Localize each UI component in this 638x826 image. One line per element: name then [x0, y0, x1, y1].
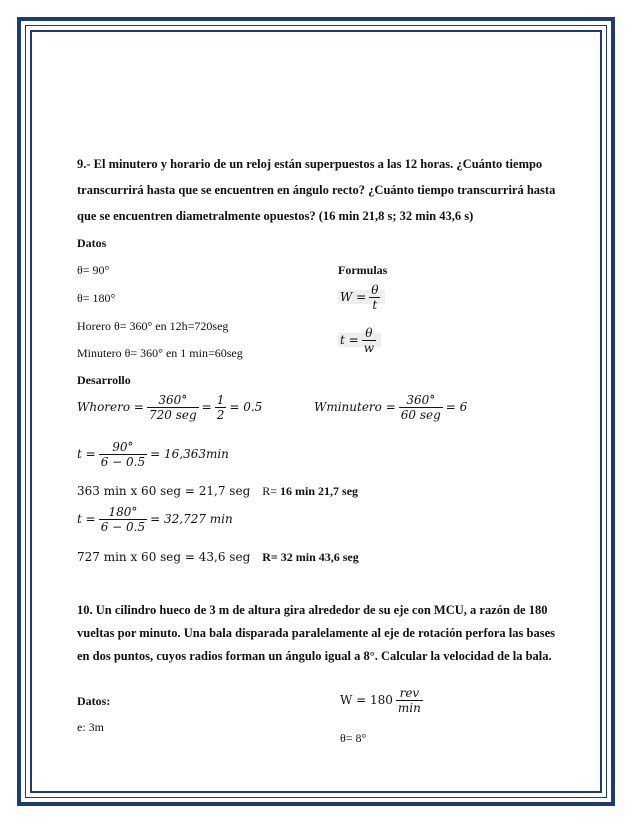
- formula-t: [338, 326, 381, 355]
- answer-1-value: 16 min 21,7 seg: [280, 484, 359, 498]
- t2-denominator: 6 − 0.5: [100, 520, 146, 534]
- formula-t-denominator: w: [363, 341, 374, 355]
- t2-result: = 32,727 min: [150, 512, 233, 526]
- whorero-half-numerator: 1: [216, 393, 225, 407]
- conversion-1: [77, 484, 358, 499]
- datos-2-angular-velocity: [340, 686, 426, 715]
- wminutero-denominator: 60 seg: [400, 408, 441, 422]
- problem-9-line-1: 9.- El minutero y horario de un reloj están superpuestos a las 12 horas. ¿Cuánto tiempo: [77, 157, 543, 171]
- formula-w-lhs: W =: [340, 290, 367, 304]
- whorero-numerator: 360°: [147, 393, 199, 408]
- problem-10-line-3: en dos puntos, cuyos radios forman un ángulo igual a 8°. Calcular la velocidad de la bala.: [77, 649, 552, 663]
- t2-numerator: 180°: [99, 505, 147, 520]
- answer-2: R= 32 min 43,6 seg: [262, 550, 359, 564]
- formula-w-numerator: θ: [371, 283, 379, 297]
- whorero-half-denominator: 2: [216, 408, 225, 422]
- whorero-equals: =: [201, 400, 212, 414]
- equation-whorero: [77, 393, 262, 422]
- datos-2-theta: θ= 8°: [340, 731, 367, 745]
- datos-2-heading: Datos:: [77, 694, 111, 708]
- datos-2-w-denominator: min: [397, 701, 421, 715]
- datos-heading: Datos: [77, 236, 107, 250]
- wminutero-result: = 6: [445, 400, 468, 414]
- equation-t-180: [77, 505, 233, 534]
- datos-2-w-numerator: rev: [396, 686, 423, 701]
- formula-w: [338, 283, 385, 312]
- problem-10-line-2: vueltas por minuto. Una bala disparada paralelamente al eje de rotación perfora las bases: [77, 626, 556, 640]
- t1-numerator: 90°: [99, 440, 147, 455]
- t1-denominator: 6 − 0.5: [100, 455, 146, 469]
- whorero-lhs: Whorero =: [77, 400, 144, 414]
- answer-1-label: R=: [262, 484, 278, 498]
- desarrollo-heading: Desarrollo: [77, 373, 131, 387]
- formula-t-numerator: θ: [362, 326, 376, 341]
- problem-9-line-2: transcurrirá hasta que se encuentren en ángulo recto? ¿Cuánto tiempo transcurrirá hasta: [77, 183, 556, 197]
- datos-horero: Horero θ= 360° en 12h=720seg: [77, 319, 229, 333]
- t2-lhs: t =: [77, 512, 96, 526]
- wminutero-lhs: Wminutero =: [314, 400, 396, 414]
- problem-9-line-3: que se encuentren diametralmente opuestos? (16 min 21,8 s; 32 min 43,6 s): [77, 209, 474, 223]
- equation-wminutero: [314, 393, 467, 422]
- t1-lhs: t =: [77, 447, 96, 461]
- wminutero-numerator: 360°: [399, 393, 443, 408]
- datos-theta-180: θ= 180°: [77, 291, 116, 305]
- problem-10-line-1: 10. Un cilindro hueco de 3 m de altura gira alrededor de su eje con MCU, a razón de 180: [77, 603, 548, 617]
- datos-2-w-lhs: W = 180: [340, 693, 393, 707]
- conversion-1-expression: 363 min x 60 seg = 21,7 seg: [77, 484, 251, 498]
- equation-t-90: [77, 440, 229, 469]
- formulas-heading: Formulas: [338, 263, 388, 277]
- whorero-result: = 0.5: [229, 400, 263, 414]
- t1-result: = 16,363min: [150, 447, 229, 461]
- datos-theta-90: θ= 90°: [77, 263, 110, 277]
- whorero-denominator: 720 seg: [148, 408, 197, 422]
- datos-minutero: Minutero θ= 360° en 1 min=60seg: [77, 346, 243, 360]
- datos-2-e: e: 3m: [77, 720, 104, 734]
- conversion-2-expression: 727 min x 60 seg = 43,6 seg: [77, 550, 251, 564]
- conversion-2: [77, 550, 359, 565]
- formula-t-lhs: t =: [340, 333, 359, 347]
- formula-w-denominator: t: [372, 298, 378, 312]
